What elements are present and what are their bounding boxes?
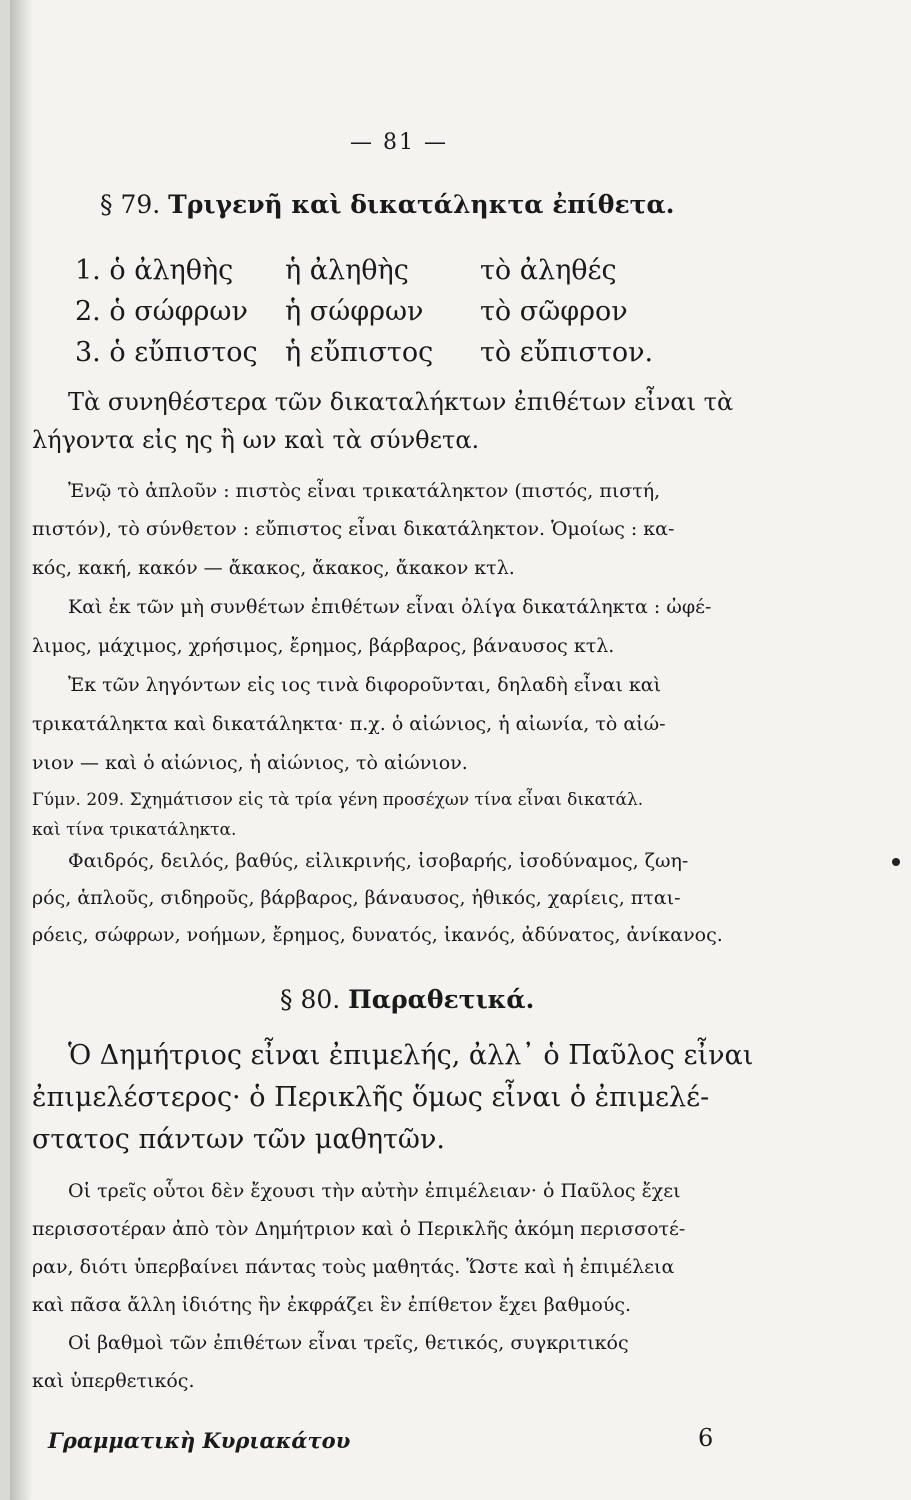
- section-80-number: § 80.: [280, 985, 341, 1014]
- paragraph-line: τρικατάληκτα καὶ δικατάληκτα· π.χ. ὁ αἰώνιος, ἡ αἰωνία, τὸ αἰώ-: [32, 713, 666, 735]
- paragraph-line: λήγοντα εἰς ης ἢ ων καὶ τὰ σύνθετα.: [32, 426, 480, 454]
- page-number: — 81 —: [350, 130, 448, 155]
- feminine-form: ἡ ἀληθὴς: [285, 255, 409, 286]
- exercise-line: Γύμν. 209. Σχημάτισον εἰς τὰ τρία γένη προσέχων τίνα εἶναι δικατάλ.: [32, 790, 644, 810]
- table-row: [75, 255, 233, 286]
- masculine-form: ὁ εὔπιστος: [109, 337, 258, 368]
- margin-dot: [892, 858, 900, 866]
- paragraph-line: Τὰ συνηθέστερα τῶν δικαταλήκτων ἐπιθέτων εἶναι τὰ: [68, 388, 734, 416]
- section-79-title: Τριγενῆ καὶ δικατάληκτα ἐπίθετα.: [168, 190, 675, 219]
- footer-book-title: Γραμματικὴ Κυριακάτου: [48, 1428, 351, 1453]
- section-80-heading: [280, 985, 534, 1014]
- masculine-form: ὁ σώφρων: [109, 296, 248, 327]
- paragraph-line: κός, κακή, κακόν — ἄκακος, ἄκακος, ἄκακον κτλ.: [32, 557, 515, 579]
- paragraph-line: καὶ ὑπερθετικός.: [32, 1370, 195, 1392]
- table-row: [75, 296, 248, 327]
- paragraph-line: στατος πάντων τῶν μαθητῶν.: [32, 1124, 445, 1155]
- neuter-form: τὸ σῶφρον: [480, 296, 628, 327]
- paragraph-line: πιστόν), τὸ σύνθετον : εὔπιστος εἶναι δικατάληκτον. Ὁμοίως : κα-: [32, 518, 675, 540]
- paragraph-line: καὶ πᾶσα ἄλλη ἰδιότης ἣν ἐκφράζει ἓν ἐπίθετον ἔχει βαθμούς.: [32, 1294, 632, 1316]
- paragraph-line: Καὶ ἐκ τῶν μὴ συνθέτων ἐπιθέτων εἶναι ὀλίγα δικατάληκτα : ὠφέ-: [68, 596, 712, 618]
- exercise-line: Φαιδρός, δειλός, βαθύς, εἰλικρινής, ἰσοβαρής, ἰσοδύναμος, ζωη-: [68, 850, 689, 872]
- exercise-line: ρόεις, σώφρων, νοήμων, ἔρημος, δυνατός, ἱκανός, ἀδύνατος, ἀνίκανος.: [32, 924, 723, 946]
- paragraph-line: Ἐνῷ τὸ ἁπλοῦν : πιστὸς εἶναι τρικατάληκτον (πιστός, πιστή,: [68, 480, 661, 502]
- neuter-form: τὸ εὔπιστον.: [480, 337, 654, 368]
- neuter-form: τὸ ἀληθές: [480, 255, 617, 286]
- row-number: 1.: [75, 255, 101, 286]
- section-79-number: § 79.: [100, 190, 161, 219]
- paragraph-line: νιον — καὶ ὁ αἰώνιος, ἡ αἰώνιος, τὸ αἰώνιον.: [32, 752, 468, 774]
- feminine-form: ἡ σώφρων: [285, 296, 424, 327]
- exercise-line: ρός, ἁπλοῦς, σιδηροῦς, βάρβαρος, βάναυσος, ἠθικός, χαρίεις, πται-: [32, 887, 681, 909]
- paragraph-line: Ἐκ τῶν ληγόντων εἰς ιος τινὰ διφοροῦνται, δηλαδὴ εἶναι καὶ: [68, 674, 662, 696]
- exercise-line: καὶ τίνα τρικατάληκτα.: [32, 820, 237, 840]
- paragraph-line: περισσοτέραν ἀπὸ τὸν Δημήτριον καὶ ὁ Περικλῆς ἀκόμη περισσοτέ-: [32, 1218, 686, 1240]
- paragraph-line: ἐπιμελέστερος· ὁ Περικλῆς ὅμως εἶναι ὁ ἐπιμελέ-: [32, 1082, 710, 1113]
- section-80-title: Παραθετικά.: [348, 985, 535, 1014]
- paragraph-line: λιμος, μάχιμος, χρήσιμος, ἔρημος, βάρβαρος, βάναυσος κτλ.: [32, 635, 615, 657]
- footer-sheet-number: 6: [698, 1424, 714, 1452]
- row-number: 2.: [75, 296, 101, 327]
- masculine-form: ὁ ἀληθὴς: [109, 255, 234, 286]
- row-number: 3.: [75, 337, 101, 368]
- table-row: [75, 337, 258, 368]
- feminine-form: ἡ εὔπιστος: [285, 337, 434, 368]
- paragraph-line: Ὁ Δημήτριος εἶναι ἐπιμελής, ἀλλ᾽ ὁ Παῦλος εἶναι: [68, 1040, 754, 1071]
- section-79-heading: [100, 190, 674, 219]
- paragraph-line: Οἱ τρεῖς οὗτοι δὲν ἔχουσι τὴν αὐτὴν ἐπιμέλειαν· ὁ Παῦλος ἔχει: [68, 1180, 681, 1202]
- paragraph-line: Οἱ βαθμοὶ τῶν ἐπιθέτων εἶναι τρεῖς, θετικός, συγκριτικός: [68, 1332, 629, 1354]
- paragraph-line: ραν, διότι ὑπερβαίνει πάντας τοὺς μαθητάς. Ὥστε καὶ ἡ ἐπιμέλεια: [32, 1256, 675, 1278]
